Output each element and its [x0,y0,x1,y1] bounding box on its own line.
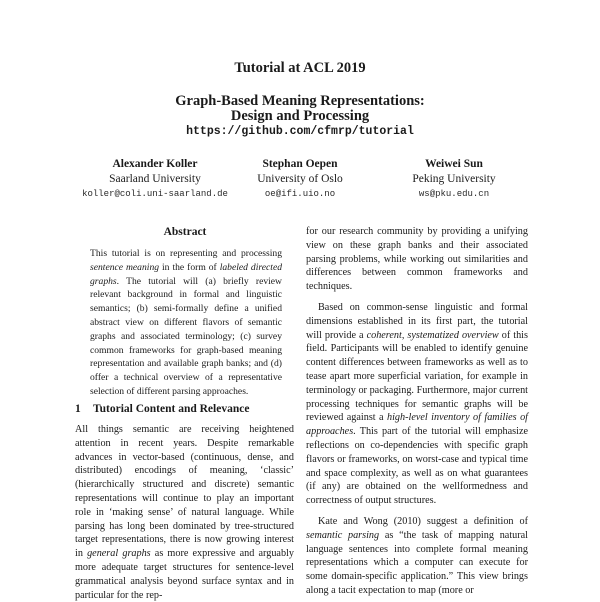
body-emphasis: high-level inventory of families of approaches [306,412,528,438]
author-affiliation: Peking University [412,173,496,185]
author-email[interactable]: koller@coli.uni-saarland.de [82,189,228,199]
body-text: Kate and Wong (2010) suggest a definition of [318,515,528,527]
author-affiliation: Saarland University [109,173,201,185]
abstract-text: This tutorial is on representing and processing [90,248,282,259]
section-number: 1 [75,403,81,415]
right-paragraph-2 [306,301,528,508]
author-name: Alexander Koller [112,158,198,170]
section-heading [75,403,249,415]
section-title: Tutorial Content and Relevance [93,403,250,415]
author-name: Weiwei Sun [425,158,483,170]
abstract-text: in the form of [159,261,220,273]
repository-link[interactable]: https://github.com/cfmrp/tutorial [186,125,414,138]
abstract-heading: Abstract [163,226,207,238]
venue-header: Tutorial at ACL 2019 [234,60,366,76]
abstract-text: . The tutorial will (a) briefly review relevant background in formal and linguistic semantics; (b) semi-formally define a unified abstract view on different flavors of semantic graphs and associated terminology; (c) survey common frameworks for graph-based meaning representation and available graph banks; and (d) offer a technical overview of a representative selection of different parsing approaches. [90,275,282,397]
right-column [306,225,528,598]
abstract-emphasis: labeled directed graphs [90,261,283,287]
body-text: . This part of the tutorial will emphasize reflections on co-dependencies with specific graph flavors or frameworks, on worst-case and typical time and space complexity, as well as on what guarantees (if any) are obtained on the wellformedness and correctness of output structures. [306,426,528,507]
body-text: as “the task of mapping natural language sentences into complete formal meaning representations which a computer can execute for some domain-specific application.” This view brings along a tacit expectation to map (more or [306,529,528,596]
author-block-sun [354,157,554,202]
right-paragraph-1: for our research community by providing a unifying view on these graph banks and their associated parsing problems, while working out similarities and differences between common frameworks and techniques. [306,226,528,293]
author-email[interactable]: ws@pku.edu.cn [418,189,490,199]
abstract-body [90,247,282,399]
abstract-emphasis: sentence meaning [90,261,160,273]
body-text: Based on common-sense linguistic and formal dimensions established in its first part, the tutorial will provide a [306,301,528,341]
section-1-paragraph [75,423,294,602]
right-paragraph-3 [306,515,528,598]
author-name: Stephan Oepen [262,158,338,170]
body-text: of this field. Participants will be enabled to identify genuine content differences between frameworks as well as to tease apart more superficial variation, for example in terminology or packaging. Furthermore, major current processing techniques for semantic graphs will be reviewed against a [306,329,528,424]
author-affiliation: University of Oslo [257,173,343,185]
body-emphasis: coherent, systematized overview [366,329,499,341]
body-text: All things semantic are receiving heightened attention in recent years. Despite remarkable advances in vector-based (continuous, dense, and distributed) encodings of meaning, ‘classic’ (hierarchically structured and discrete) semantic representations will continue to play an important role in ‘making sense’ of natural language. While parsing has long been dominated by tree-structured target representations, there is now growing interest in [75,424,294,560]
body-emphasis: semantic parsing [306,529,380,541]
body-emphasis: general graphs [87,548,151,560]
author-email[interactable]: oe@ifi.uio.no [264,189,336,199]
paper-title-line-1: Graph-Based Meaning Representations: [175,93,425,109]
paper-title-line-2: Design and Processing [230,108,370,124]
body-text: as more expressive and arguably more adequate target structures for sentence-level grammatical analysis beyond surface syntax and in particular for the rep- [75,548,294,601]
